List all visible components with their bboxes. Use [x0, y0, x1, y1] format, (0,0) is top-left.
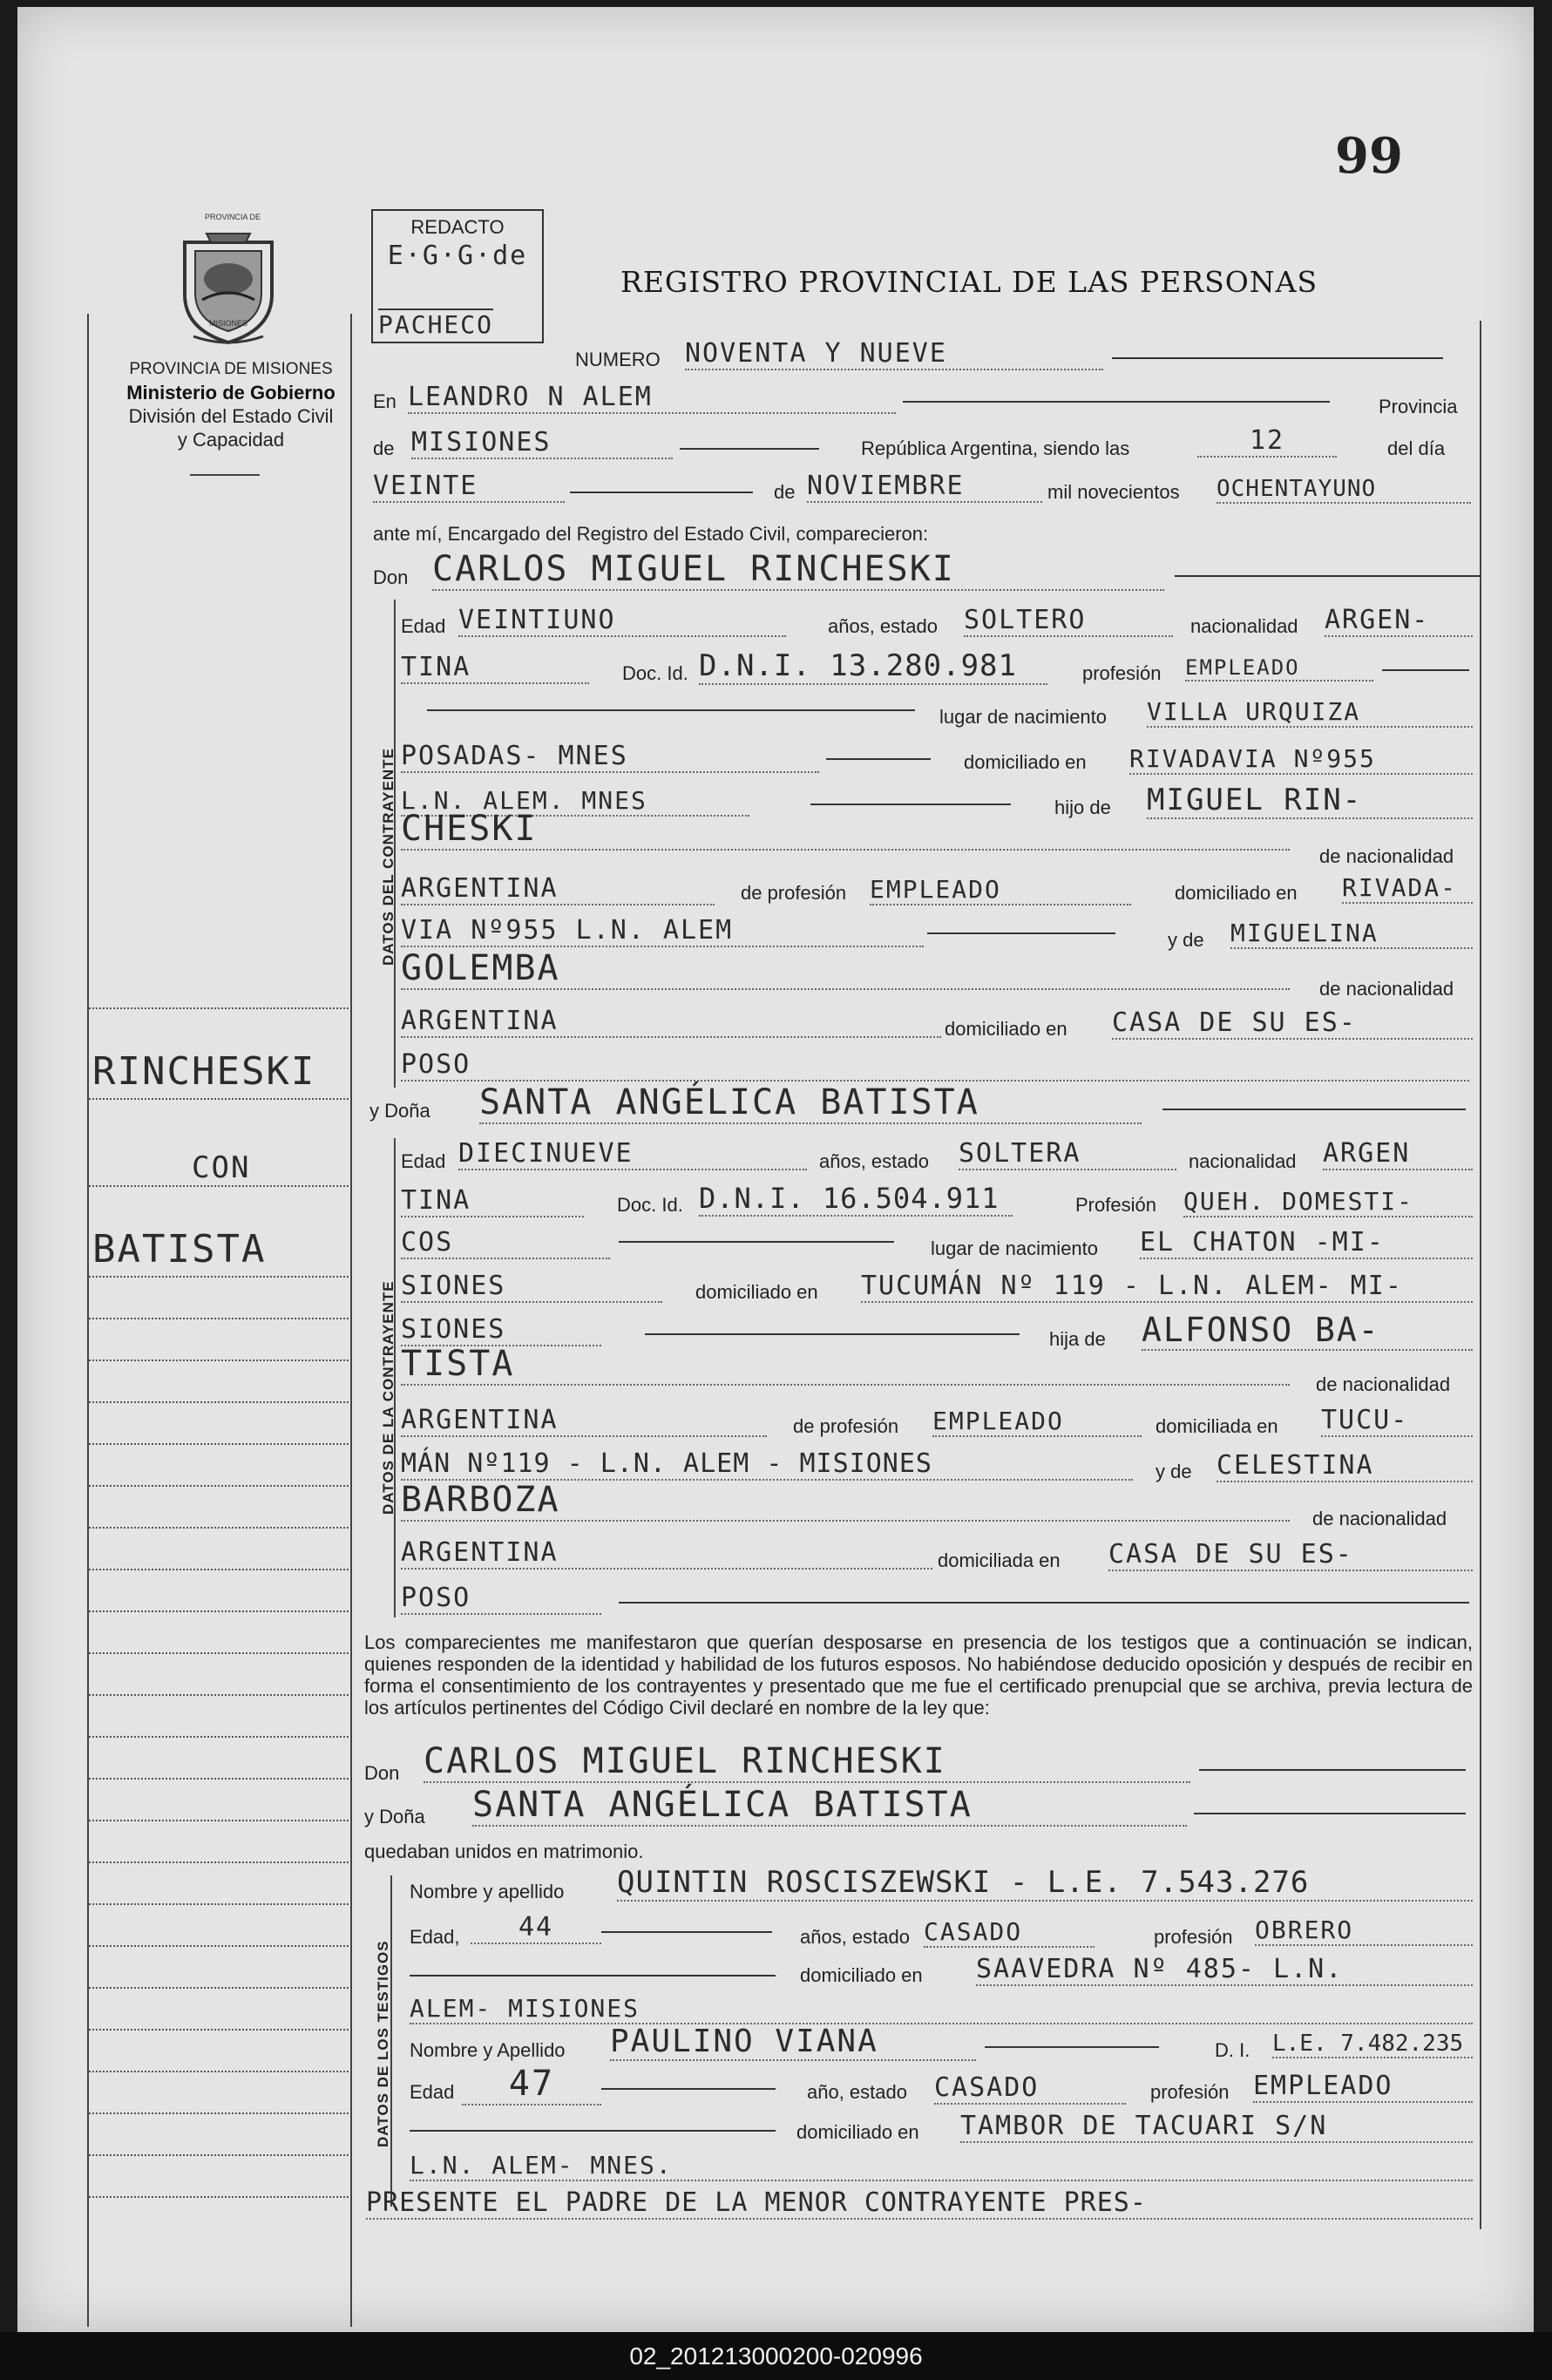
groom-doc: D.N.I. 13.280.981 — [699, 648, 1047, 685]
w2-dom-2: L.N. ALEM- MNES. — [410, 2151, 1473, 2181]
w2-nombre: PAULINO VIANA — [610, 2024, 976, 2061]
w2-edad: 47 — [462, 2064, 601, 2105]
margin-dotted-line — [89, 1903, 349, 1905]
margin-dotted-line — [89, 1401, 349, 1403]
bride-padre-dom-label: domiciliada en — [1156, 1415, 1278, 1437]
bride-padre-dom-2: MÁN Nº119 - L.N. ALEM - MISIONES — [401, 1448, 1133, 1481]
margin-dotted-line — [89, 2196, 349, 2198]
groom-madre-dom-2: POSO — [401, 1049, 1469, 1082]
margin-dotted-line — [89, 1610, 349, 1612]
margin-dotted-line — [89, 1987, 349, 1989]
bride-padre-dom: TUCU- — [1321, 1405, 1473, 1437]
groom-side-label: DATOS DEL CONTRAYENTE — [380, 748, 396, 966]
w1-anios-label: años, estado — [800, 1926, 910, 1948]
w1-nombre: QUINTIN ROSCISZEWSKI - L.E. 7.543.276 — [617, 1865, 1473, 1902]
decl-don-label: Don — [364, 1762, 400, 1784]
margin-dotted-line — [89, 2112, 349, 2114]
provincia-value: MISIONES — [411, 427, 673, 459]
w1-profesion: OBRERO — [1255, 1916, 1473, 1946]
bride-padre-nac: ARGENTINA — [401, 1405, 767, 1437]
margin-dotted-line — [89, 1360, 349, 1361]
stamp-line-1: REDACTO — [410, 216, 505, 238]
bride-edad-label: Edad — [401, 1150, 446, 1172]
fill-dash — [601, 1931, 772, 1933]
bride-dom-label: domiciliado en — [695, 1281, 818, 1303]
groom-dom: RIVADAVIA Nº955 — [1129, 744, 1473, 775]
ministry-block — [87, 357, 375, 451]
groom-madre-dom-label: domiciliado en — [945, 1018, 1067, 1040]
anio-value: OCHENTAYUNO — [1217, 476, 1471, 504]
republica-label: República Argentina, siendo las — [861, 437, 1130, 459]
groom-profesion: EMPLEADO — [1185, 655, 1373, 681]
bride-madre-dom-2: POSO — [401, 1583, 601, 1615]
bride-padre: ALFONSO BA- — [1142, 1311, 1473, 1351]
groom-nac-label: nacionalidad — [1190, 615, 1298, 637]
right-border-line — [1480, 321, 1481, 2229]
bride-madre-2: BARBOZA — [401, 1480, 1290, 1522]
decl-dona: SANTA ANGÉLICA BATISTA — [472, 1785, 1187, 1827]
margin-dotted-line — [89, 1778, 349, 1780]
bride-de-nac-label-2: de nacionalidad — [1312, 1508, 1447, 1529]
fill-dash — [826, 758, 931, 760]
margin-surname-1: RINCHESKI — [92, 1049, 316, 1094]
groom-anios-label: años, estado — [828, 615, 938, 637]
fill-dash — [1175, 575, 1480, 577]
bride-nac: ARGEN — [1323, 1138, 1473, 1170]
bride-nac-label: nacionalidad — [1189, 1150, 1297, 1172]
seal-text-bottom: MISIONES — [209, 319, 248, 328]
groom-edad-label: Edad — [401, 615, 446, 637]
bride-profesion: QUEH. DOMESTI- — [1183, 1187, 1473, 1217]
groom-nac-2: TINA — [401, 652, 589, 684]
bride-estado: SOLTERA — [959, 1138, 1176, 1170]
bride-madre-nac: ARGENTINA — [401, 1537, 932, 1570]
w2-nombre-label: Nombre y Apellido — [410, 2039, 566, 2061]
margin-dotted-line — [89, 1652, 349, 1654]
margin-dotted-line — [89, 1443, 349, 1445]
bride-side-label: DATOS DE LA CONTRAYENTE — [380, 1280, 396, 1515]
w2-profesion: EMPLEADO — [1253, 2071, 1473, 2103]
w2-estado: CASADO — [934, 2072, 1126, 2105]
fill-dash — [410, 1975, 776, 1977]
margin-dotted-line — [89, 1820, 349, 1821]
w2-doc: L.E. 7.482.235 — [1272, 2031, 1473, 2058]
groom-hijo-label: hijo de — [1054, 797, 1111, 818]
fill-dash — [1162, 1109, 1466, 1110]
fill-dash — [410, 2130, 776, 2132]
margin-surname-2: BATISTA — [92, 1227, 267, 1271]
fill-dash — [1194, 1813, 1466, 1814]
margin-dotted-line — [89, 1861, 349, 1863]
fill-dash — [601, 2088, 776, 2090]
fill-dash — [1382, 669, 1469, 671]
margin-dotted-line — [89, 1485, 349, 1487]
fill-dash — [927, 932, 1115, 934]
numero-label: NUMERO — [575, 349, 661, 370]
bride-edad: DIECINUEVE — [458, 1138, 807, 1170]
fill-dash — [619, 1602, 1469, 1604]
w1-dom-label: domiciliado en — [800, 1964, 923, 1986]
province-label: PROVINCIA DE MISIONES — [129, 360, 333, 378]
margin-dotted-line — [89, 2154, 349, 2156]
w2-prof-label: profesión — [1150, 2081, 1230, 2103]
w2-dom-label: domiciliado en — [796, 2121, 919, 2143]
w2-anios-label: año, estado — [807, 2081, 907, 2103]
margin-dotted-line — [89, 1694, 349, 1696]
groom-yde-label: y de — [1168, 929, 1204, 951]
decl-don: CARLOS MIGUEL RINCHESKI — [424, 1741, 1190, 1783]
groom-lugar: VILLA URQUIZA — [1147, 697, 1473, 728]
provincia-label: Provincia — [1379, 396, 1458, 417]
w2-dom: TAMBOR DE TACUARI S/N — [960, 2111, 1473, 2143]
ante-text: ante mí, Encargado del Registro del Estado Civil, comparecieron: — [373, 523, 929, 545]
de-label-2: de — [774, 481, 796, 503]
w1-edad-label: Edad, — [410, 1926, 460, 1948]
bride-hija-label: hija de — [1049, 1328, 1106, 1350]
w1-prof-label: profesión — [1154, 1926, 1233, 1948]
groom-padre-2: CHESKI — [401, 809, 1290, 851]
bride-lugar-2: SIONES — [401, 1271, 662, 1303]
groom-padre-nac: ARGENTINA — [401, 873, 715, 905]
groom-padre: MIGUEL RIN- — [1147, 783, 1473, 819]
margin-divider-line — [350, 314, 352, 2327]
division-label-2: y Capacidad — [177, 429, 285, 451]
dia-label: del día — [1387, 437, 1446, 459]
dona-label: y Doña — [369, 1100, 430, 1122]
hora-value: 12 — [1197, 425, 1337, 458]
image-id-footer: 02_201213000200-020996 — [0, 2332, 1552, 2380]
bride-doc: D.N.I. 16.504.911 — [699, 1182, 1013, 1217]
fill-dash — [427, 709, 915, 711]
bride-madre-dom-label: domiciliada en — [938, 1549, 1061, 1571]
stamp-line-3: PACHECO — [378, 310, 494, 339]
stamp-line-2: E·G·G·de — [387, 241, 528, 271]
margin-dotted-line — [89, 1276, 349, 1278]
groom-madre-dom: CASA DE SU ES- — [1112, 1007, 1473, 1040]
bride-madre: CELESTINA — [1217, 1450, 1473, 1482]
dia-value: VEINTE — [373, 471, 565, 503]
margin-dotted-line — [89, 1527, 349, 1529]
groom-de-prof-label: de profesión — [741, 882, 847, 904]
witness-side-label: DATOS DE LOS TESTIGOS — [375, 1940, 391, 2147]
bride-de-prof-label: de profesión — [793, 1415, 899, 1437]
fill-dash — [619, 1241, 894, 1243]
bride-madre-dom: CASA DE SU ES- — [1108, 1539, 1473, 1571]
bride-name: SANTA ANGÉLICA BATISTA — [479, 1082, 1142, 1124]
margin-dotted-line — [89, 2029, 349, 2031]
groom-padre-prof: EMPLEADO — [870, 875, 1131, 905]
bride-dom: TUCUMÁN Nº 119 - L.N. ALEM- MI- — [861, 1271, 1473, 1303]
margin-dotted-line — [89, 1007, 349, 1009]
groom-dom-label: domiciliado en — [964, 751, 1087, 773]
groom-nac: ARGEN- — [1325, 605, 1473, 637]
w1-estado: CASADO — [924, 1917, 1095, 1948]
groom-doc-label: Doc. Id. — [622, 662, 688, 684]
groom-lugar-2: POSADAS- MNES — [401, 741, 819, 773]
groom-dom-2: L.N. ALEM. MNES — [401, 786, 749, 817]
groom-padre-dom-label: domiciliado en — [1175, 882, 1298, 904]
bride-nac-2: TINA — [401, 1185, 584, 1217]
fill-dash — [903, 401, 1330, 403]
bride-prof-label: Profesión — [1075, 1194, 1156, 1216]
groom-de-nac-label-2: de nacionalidad — [1319, 978, 1454, 1000]
w1-edad: 44 — [471, 1912, 601, 1944]
w1-nombre-label: Nombre y apellido — [410, 1881, 565, 1902]
bride-profesion-2: COS — [401, 1227, 610, 1259]
margin-dotted-line — [89, 1098, 349, 1100]
mil-label: mil novecientos — [1047, 481, 1180, 503]
bride-padre-2: TISTA — [401, 1344, 1290, 1386]
left-margin-line — [87, 314, 89, 2327]
fill-dash — [1199, 1769, 1466, 1771]
de-label: de — [373, 437, 395, 459]
groom-madre-nac: ARGENTINA — [401, 1006, 941, 1038]
bride-yde-label: y de — [1156, 1461, 1192, 1482]
decl-unidos: quedaban unidos en matrimonio. — [364, 1841, 644, 1862]
seal-text-top: PROVINCIA DE — [205, 213, 261, 221]
page-number: 99 — [1335, 127, 1403, 185]
redacto-stamp — [371, 209, 544, 343]
w2-edad-label: Edad — [410, 2081, 455, 2103]
groom-lugar-label: lugar de nacimiento — [939, 706, 1108, 728]
fill-dash — [985, 2046, 1159, 2048]
fill-dash — [680, 448, 819, 450]
ministry-rule — [190, 474, 260, 476]
numero-value: NOVENTA Y NUEVE — [685, 338, 1103, 370]
bride-doc-label: Doc. Id. — [617, 1194, 683, 1216]
w1-dom: SAAVEDRA Nº 485- L.N. — [976, 1954, 1473, 1986]
groom-madre: MIGUELINA — [1230, 919, 1473, 949]
w2-doc-label: D. I. — [1215, 2039, 1250, 2061]
bride-padre-prof: EMPLEADO — [932, 1407, 1142, 1437]
bride-lugar-label: lugar de nacimiento — [931, 1237, 1099, 1259]
en-label: En — [373, 390, 396, 412]
ministry-label: Ministerio de Gobierno — [126, 382, 335, 403]
margin-dotted-line — [89, 1569, 349, 1570]
groom-prof-label: profesión — [1082, 662, 1162, 684]
mes-value: NOVIEMBRE — [807, 471, 1042, 503]
register-page — [17, 7, 1534, 2332]
groom-estado: SOLTERO — [964, 605, 1173, 637]
don-label: Don — [373, 566, 409, 588]
margin-con: CON — [192, 1150, 251, 1185]
division-label: División del Estado Civil — [128, 405, 334, 427]
groom-padre-dom: RIVADA- — [1342, 873, 1473, 904]
bride-anios-label: años, estado — [819, 1150, 929, 1172]
bottom-line: PRESENTE EL PADRE DE LA MENOR CONTRAYENTE PRES- — [366, 2187, 1473, 2220]
groom-de-nac-label: de nacionalidad — [1319, 845, 1454, 867]
margin-dotted-line — [89, 1945, 349, 1947]
bride-de-nac-label: de nacionalidad — [1316, 1373, 1451, 1395]
groom-padre-dom-2: VIA Nº955 L.N. ALEM — [401, 915, 924, 947]
decl-dona-label: y Doña — [364, 1806, 425, 1827]
margin-dotted-line — [89, 1318, 349, 1319]
fill-dash — [645, 1333, 1020, 1335]
bride-dom-2: SIONES — [401, 1314, 601, 1346]
declaration-text: Los comparecientes me manifestaron que querían desposarse en presencia de los testigos que a continuación se indican, quienes responden de la identidad y habilidad de los futuros esposos. No habiéndose deducido oposición y después de recibir en forma el consentimiento de los contrayentes y presentado que me fue el certificado prenupcial que se archiva, previa lectura de los artículos pertinentes del Código Civil declaré en nombre de la ley que: — [364, 1631, 1473, 1719]
groom-edad: VEINTIUNO — [458, 605, 786, 637]
fill-dash — [810, 804, 1011, 805]
groom-name: CARLOS MIGUEL RINCHESKI — [432, 549, 1164, 591]
margin-dotted-line — [89, 2071, 349, 2072]
ciudad-value: LEANDRO N ALEM — [408, 382, 896, 414]
document-title: REGISTRO PROVINCIAL DE LAS PERSONAS — [620, 265, 1318, 299]
groom-madre-2: GOLEMBA — [401, 948, 1290, 990]
fill-dash — [570, 492, 753, 493]
bride-lugar: EL CHATON -MI- — [1140, 1227, 1473, 1259]
margin-dotted-line — [89, 1736, 349, 1738]
margin-dotted-line — [89, 1185, 349, 1187]
fill-dash — [1112, 357, 1443, 359]
w1-dom-2: ALEM- MISIONES — [410, 1994, 1473, 2024]
